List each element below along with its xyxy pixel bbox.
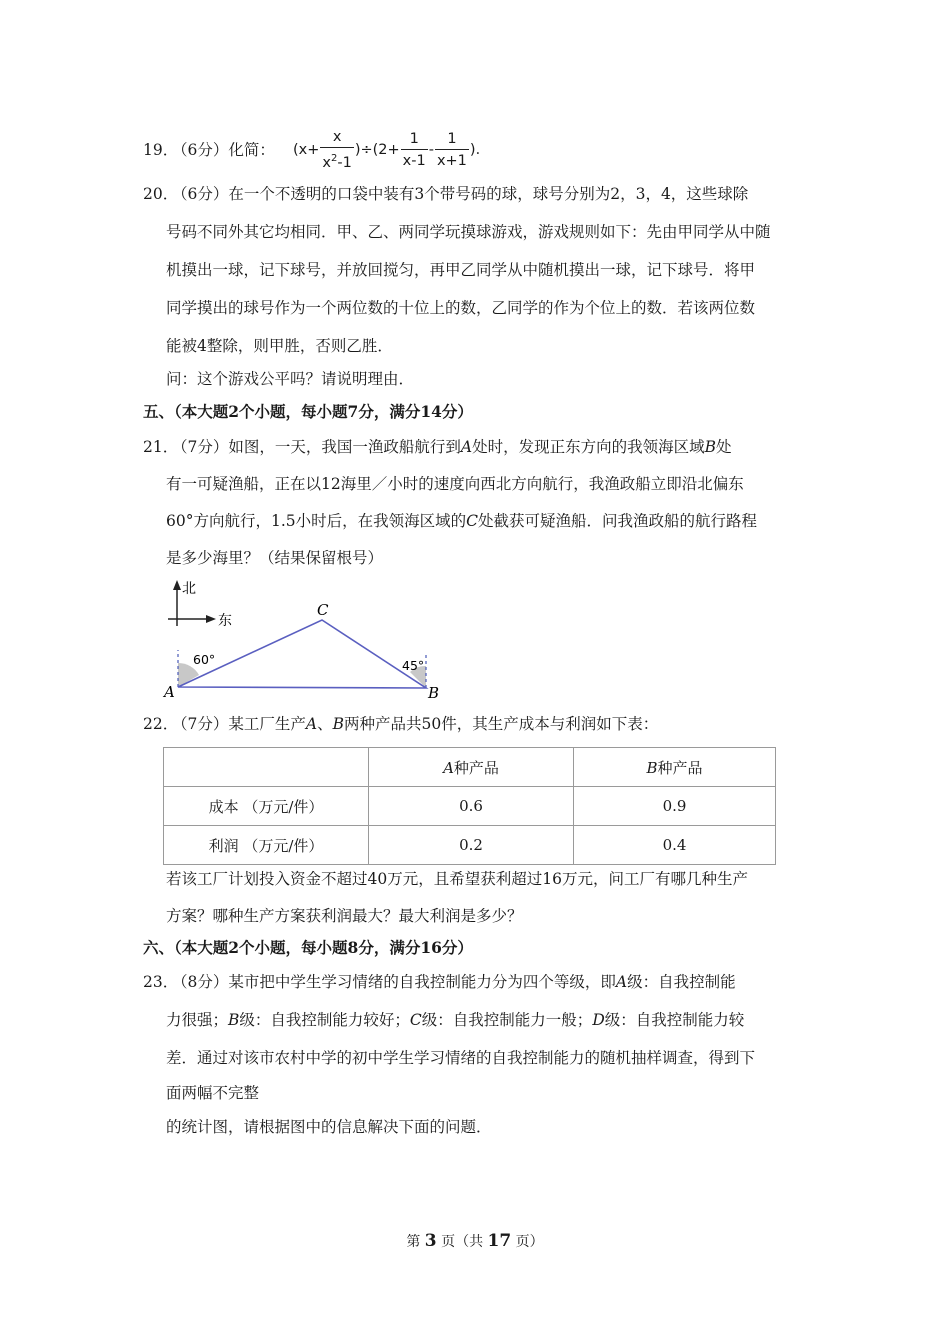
navigation-diagram <box>160 578 450 703</box>
row-label: 利润 （万元/件） <box>164 826 369 865</box>
section-5-heading: 五、（本大题2个小题，每小题7分，满分14分） <box>143 402 473 421</box>
question-21-line-4: 是多少海里？（结果保留根号） <box>166 549 384 567</box>
east-arrowhead <box>206 615 216 623</box>
section-6-heading: 六、（本大题2个小题，每小题8分，满分16分） <box>143 938 473 957</box>
angle-b-label: 45° <box>402 658 425 673</box>
north-arrowhead <box>173 580 181 590</box>
question-20-line: （6分）在一个不透明的口袋中装有3个带号码的球，球号分别为2，3，4，这些球除 <box>172 185 749 203</box>
cell-value: 0.2 <box>369 826 574 865</box>
cell-value: 0.4 <box>574 826 776 865</box>
question-19-expression: (x+ $\frac{x}{x^2-1}$ )÷(2+ $\frac{1}{x-1}$ - $\frac{1}{x+1}$ )． <box>293 126 490 174</box>
table-header-row <box>164 748 776 787</box>
question-21-line-2: 有一可疑渔船，正在以12海里／小时的速度向西北方向航行，我渔政船立即沿北偏东 <box>166 475 744 493</box>
east-label: 东 <box>218 613 232 629</box>
question-20-line: 机摸出一球，记下球号，并放回搅匀，再甲乙同学从中随机摸出一球，记下球号．将甲 <box>166 261 756 279</box>
question-23-number: 23． <box>143 973 179 991</box>
label-a: A <box>164 683 175 701</box>
cost-profit-table <box>163 747 776 865</box>
cell-value: 0.9 <box>574 787 776 826</box>
question-19-number: 19． <box>143 141 179 159</box>
north-label: 北 <box>182 581 196 597</box>
cell-value: 0.6 <box>369 787 574 826</box>
page-footer: 第 3 页（共 17 页） <box>406 1231 544 1251</box>
table-row <box>164 826 776 865</box>
question-20-line: 同学摸出的球号作为一个两位数的十位上的数，乙同学的作为个位上的数．若该两位数 <box>166 299 756 317</box>
question-22-number: 22． <box>143 715 179 733</box>
table-header-empty <box>164 748 369 787</box>
question-20-line: 能被4整除，则甲胜，否则乙胜． <box>166 337 393 355</box>
label-c: C <box>317 601 329 619</box>
question-20-line: 号码不同外其它均相同．甲、乙、两同学玩摸球游戏，游戏规则如下：先由甲同学从中随 <box>166 223 771 241</box>
question-23-line-2: 力很强；B级：自我控制能力较好；C级：自我控制能力一般；D级：自我控制能力较 <box>166 1011 745 1029</box>
question-19-intro: （6分）化简： <box>172 141 275 159</box>
row-label: 成本 （万元/件） <box>164 787 369 826</box>
current-page-number: 3 <box>424 1231 437 1251</box>
table-header-product-a: A种产品 <box>369 748 574 787</box>
question-22-intro: （7分）某工厂生产A、B两种产品共50件，其生产成本与利润如下表： <box>172 715 659 733</box>
angle-a-label: 60° <box>193 652 216 667</box>
triangle-abc <box>178 620 426 688</box>
question-21-line-1: （7分）如图，一天，我国一渔政船航行到A处时，发现正东方向的我领海区域B处 <box>172 438 732 456</box>
table-row <box>164 787 776 826</box>
fraction-1-over-x+1: $\frac{1}{x+1}$ <box>436 130 467 169</box>
question-20-number: 20． <box>143 185 179 203</box>
fraction-1-over-x-1: $\frac{1}{x-1}$ <box>402 130 426 169</box>
label-b: B <box>428 684 440 702</box>
question-20-line: 问：这个游戏公平吗？请说明理由． <box>166 370 415 388</box>
question-21-number: 21． <box>143 438 179 456</box>
question-21-line-3: 60°方向航行，1.5小时后，在我领海区域的C处截获可疑渔船．问我渔政船的航行路程 <box>166 512 758 530</box>
question-22-after-1: 若该工厂计划投入资金不超过40万元，且希望获利超过16万元，问工厂有哪几种生产 <box>166 870 748 888</box>
question-23-line-3: 差．通过对该市农村中学的初中学生学习情绪的自我控制能力的随机抽样调查，得到下 <box>166 1049 756 1067</box>
question-23-line-1: （8分）某市把中学生学习情绪的自我控制能力分为四个等级，即A级：自我控制能 <box>172 973 736 991</box>
question-22-after-2: 方案？哪种生产方案获利润最大？最大利润是多少？ <box>166 907 523 925</box>
question-23-line-5: 的统计图，请根据图中的信息解决下面的问题． <box>166 1118 492 1136</box>
question-23-line-4: 面两幅不完整 <box>166 1084 260 1102</box>
total-page-number: 17 <box>487 1231 512 1251</box>
table-header-product-b: B种产品 <box>574 748 776 787</box>
fraction-x-over-x2-1: $\frac{x}{x^2-1}$ <box>322 128 352 171</box>
